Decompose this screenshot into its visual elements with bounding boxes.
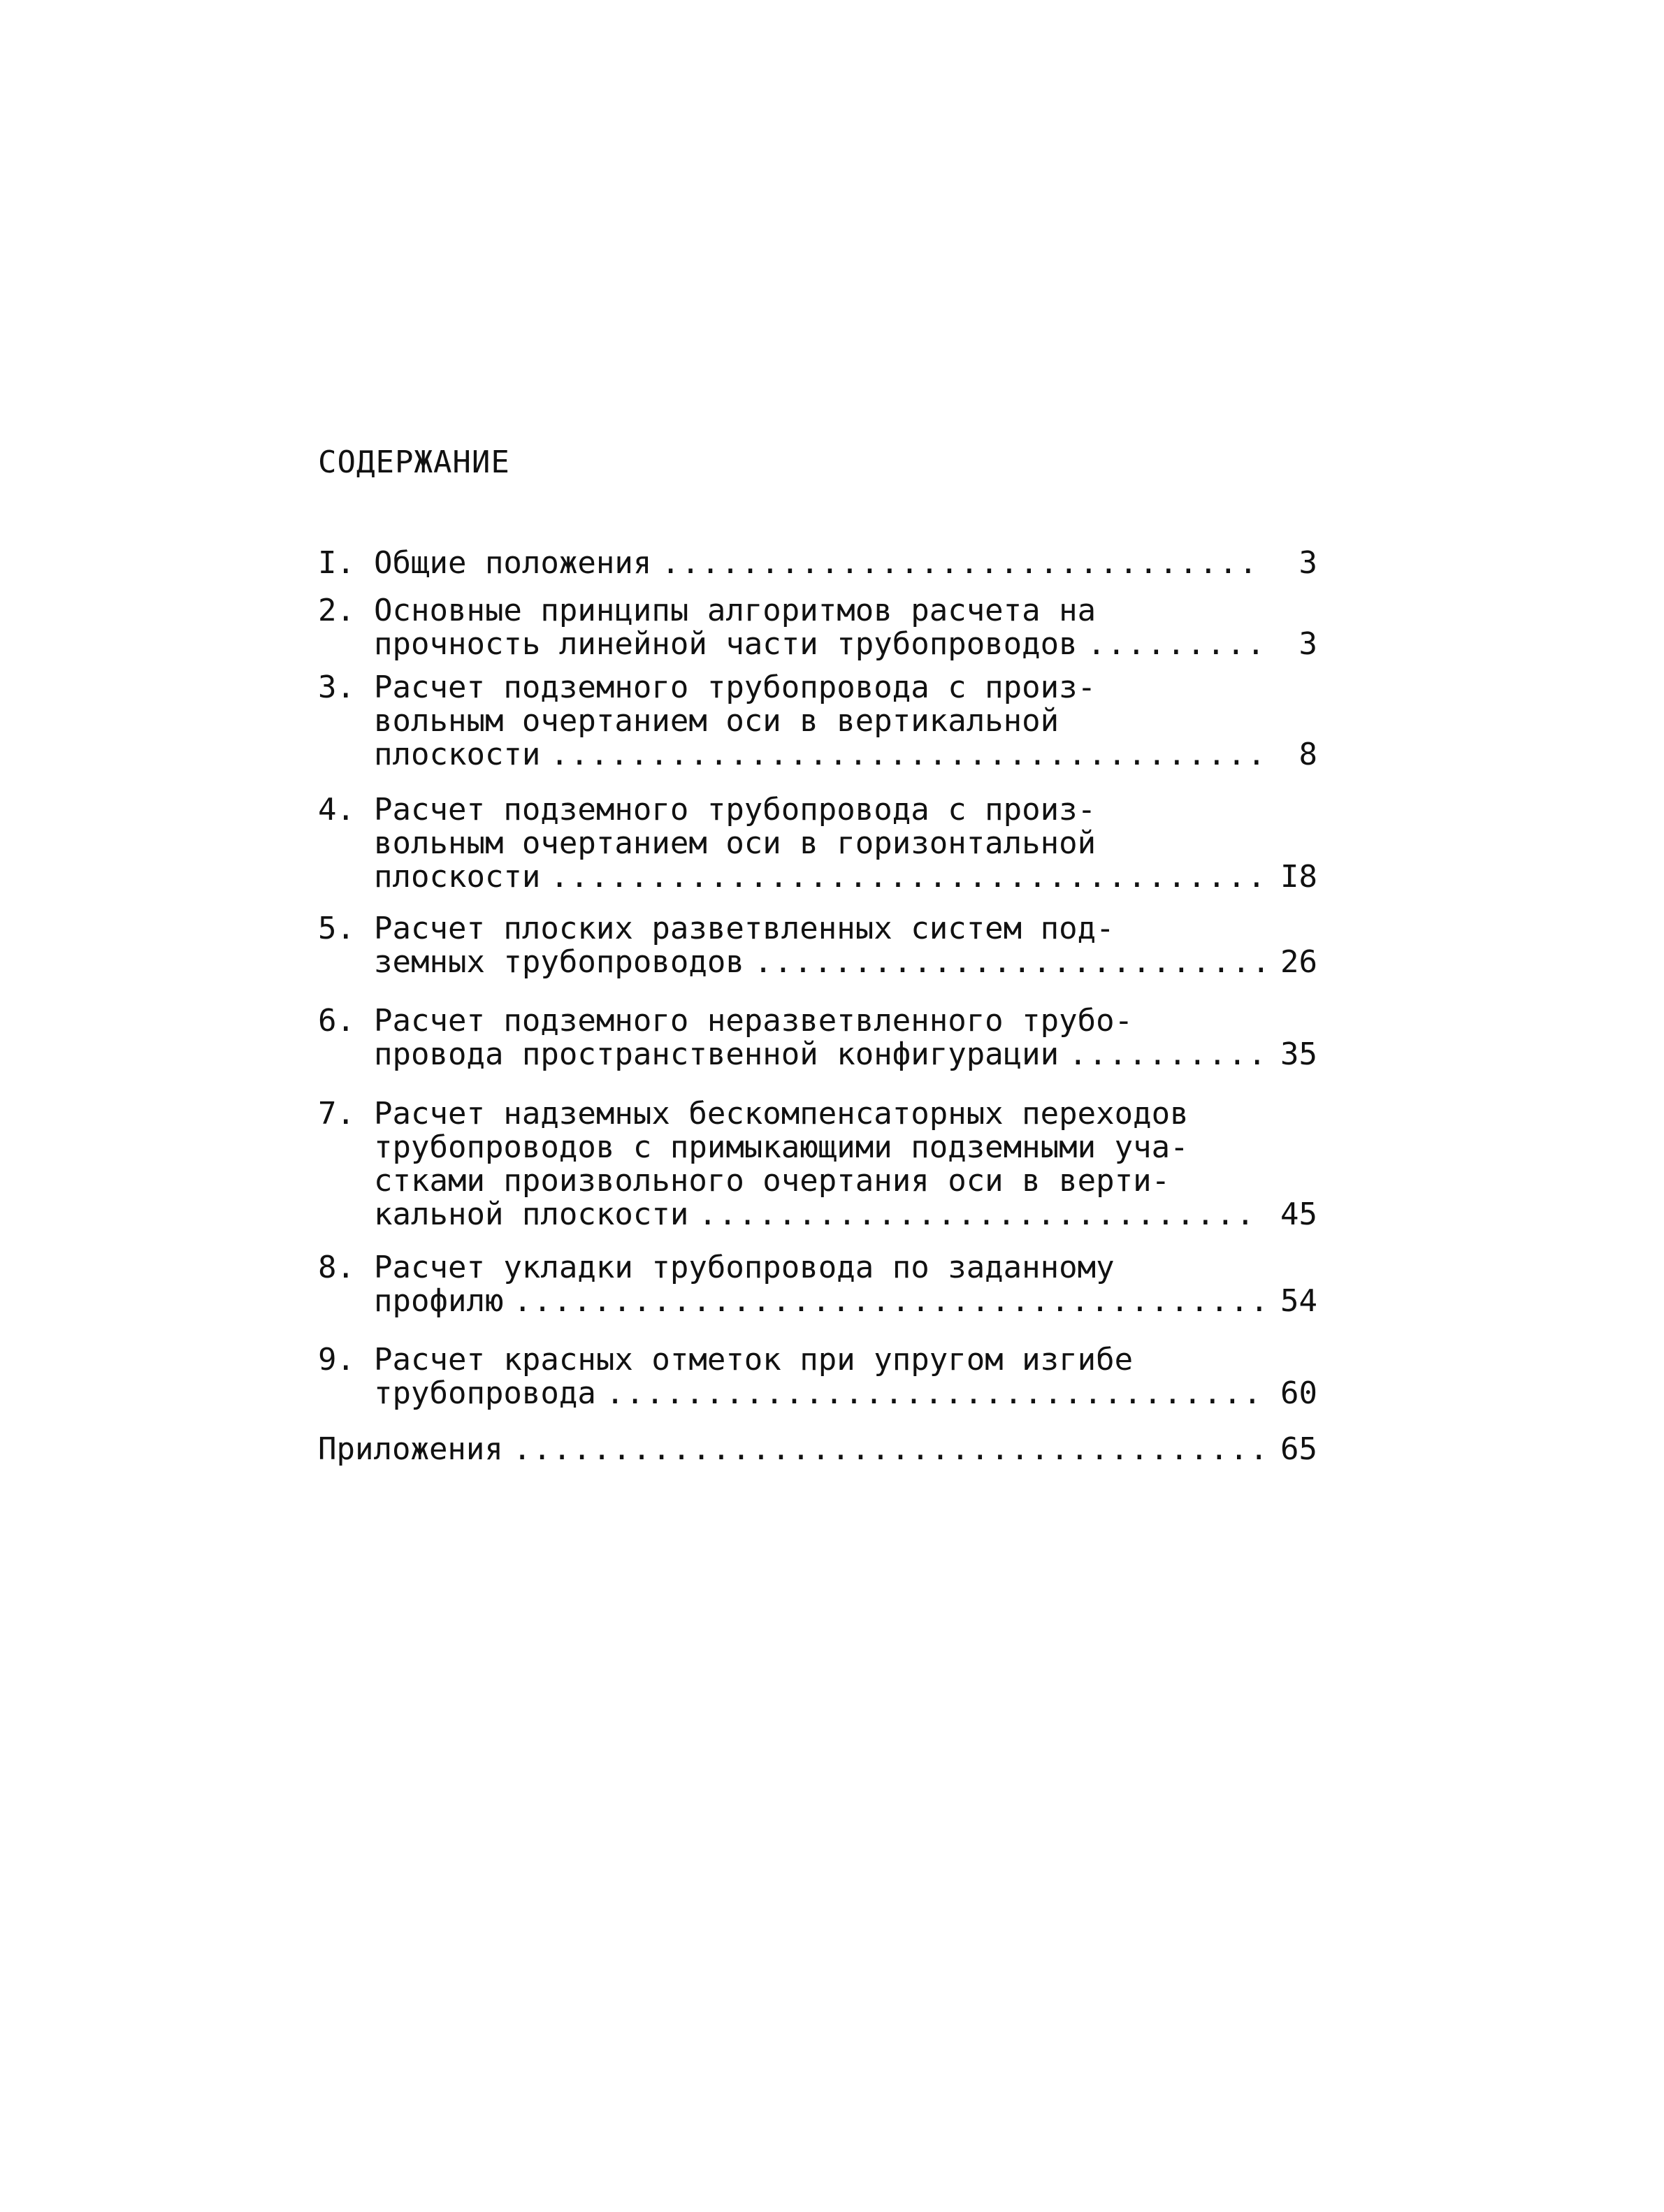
toc-page-number: 35 xyxy=(1280,1036,1317,1072)
dot-leader xyxy=(513,1285,1263,1318)
dot-leader xyxy=(513,1433,1263,1466)
toc-page-number: I8 xyxy=(1280,859,1317,895)
toc-entry-title: прочность линейной части трубопроводов xyxy=(374,626,1078,662)
toc-entry-number: 8. xyxy=(318,1250,355,1285)
toc-entry-title-line: стками произвольного очертания оси в верти- xyxy=(374,1163,1171,1199)
dot-leader xyxy=(1087,628,1263,661)
page-title: СОДЕРЖАНИЕ xyxy=(318,444,510,480)
toc-entry-title-line: Расчет надземных бескомпенсаторных переходов xyxy=(374,1096,1189,1132)
toc-page-number: 8 xyxy=(1298,737,1317,772)
toc-entry-title-line: Расчет укладки трубопровода по заданному xyxy=(374,1250,1115,1285)
toc-entry-title-line: вольным очертанием оси в горизонтальной xyxy=(374,825,1097,861)
dot-leader xyxy=(698,1198,1263,1231)
toc-entry-title-line: вольным очертанием оси в вертикальной xyxy=(374,703,1059,739)
dot-leader xyxy=(606,1377,1263,1410)
toc-entry-title: профилю xyxy=(374,1283,504,1319)
toc-page-number: 45 xyxy=(1280,1197,1317,1232)
toc-entry-title-line: Расчет подземного неразветвленного трубо- xyxy=(374,1003,1134,1039)
toc-page-number: 3 xyxy=(1298,626,1317,662)
toc-entry-title: плоскости xyxy=(374,859,541,895)
dot-leader xyxy=(661,547,1263,580)
toc-entry-title-line: Расчет плоских разветвленных систем под- xyxy=(374,911,1115,946)
toc-page-number: 26 xyxy=(1280,944,1317,980)
toc-page-number: 54 xyxy=(1280,1283,1317,1319)
toc-entry-title-line: Расчет подземного трубопровода с произ- xyxy=(374,792,1097,827)
toc-entry-number: 9. xyxy=(318,1342,355,1378)
dot-leader xyxy=(550,738,1263,772)
toc-entry-title: трубопровода xyxy=(374,1375,596,1411)
toc-entry-number: 5. xyxy=(318,911,355,946)
toc-entry-title: плоскости xyxy=(374,737,541,772)
toc-entry-number: 4. xyxy=(318,792,355,827)
toc-entry-title-line: трубопроводов с примыкающими подземными уча- xyxy=(374,1129,1189,1165)
toc-page-number: 60 xyxy=(1280,1375,1317,1411)
toc-entry-title-line: Основные принципы алгоритмов расчета на xyxy=(374,593,1097,628)
toc-entry-title-line: Расчет подземного трубопровода с произ- xyxy=(374,670,1097,705)
toc-entry-title: земных трубопроводов xyxy=(374,944,744,980)
toc-entry-number: 6. xyxy=(318,1003,355,1039)
toc-entry-title: провода пространственной конфигурации xyxy=(374,1036,1059,1072)
dot-leader xyxy=(754,946,1263,979)
toc-entry-number: 7. xyxy=(318,1096,355,1132)
toc-entry-number: 3. xyxy=(318,670,355,705)
toc-page-number: 3 xyxy=(1298,545,1317,581)
toc-page-number: 65 xyxy=(1280,1431,1317,1467)
toc-entry-number: 2. xyxy=(318,593,355,628)
dot-leader xyxy=(1069,1038,1263,1071)
toc-appendix-title: Приложения xyxy=(318,1431,503,1467)
toc-entry-title: кальной плоскости xyxy=(374,1197,689,1232)
toc-entry-number: I. xyxy=(318,545,355,581)
toc-entry-title: Общие положения xyxy=(374,545,652,581)
dot-leader xyxy=(550,860,1263,894)
toc-appendix xyxy=(318,1433,1317,1466)
toc-entry-title-line: Расчет красных отметок при упругом изгибе xyxy=(374,1342,1134,1378)
